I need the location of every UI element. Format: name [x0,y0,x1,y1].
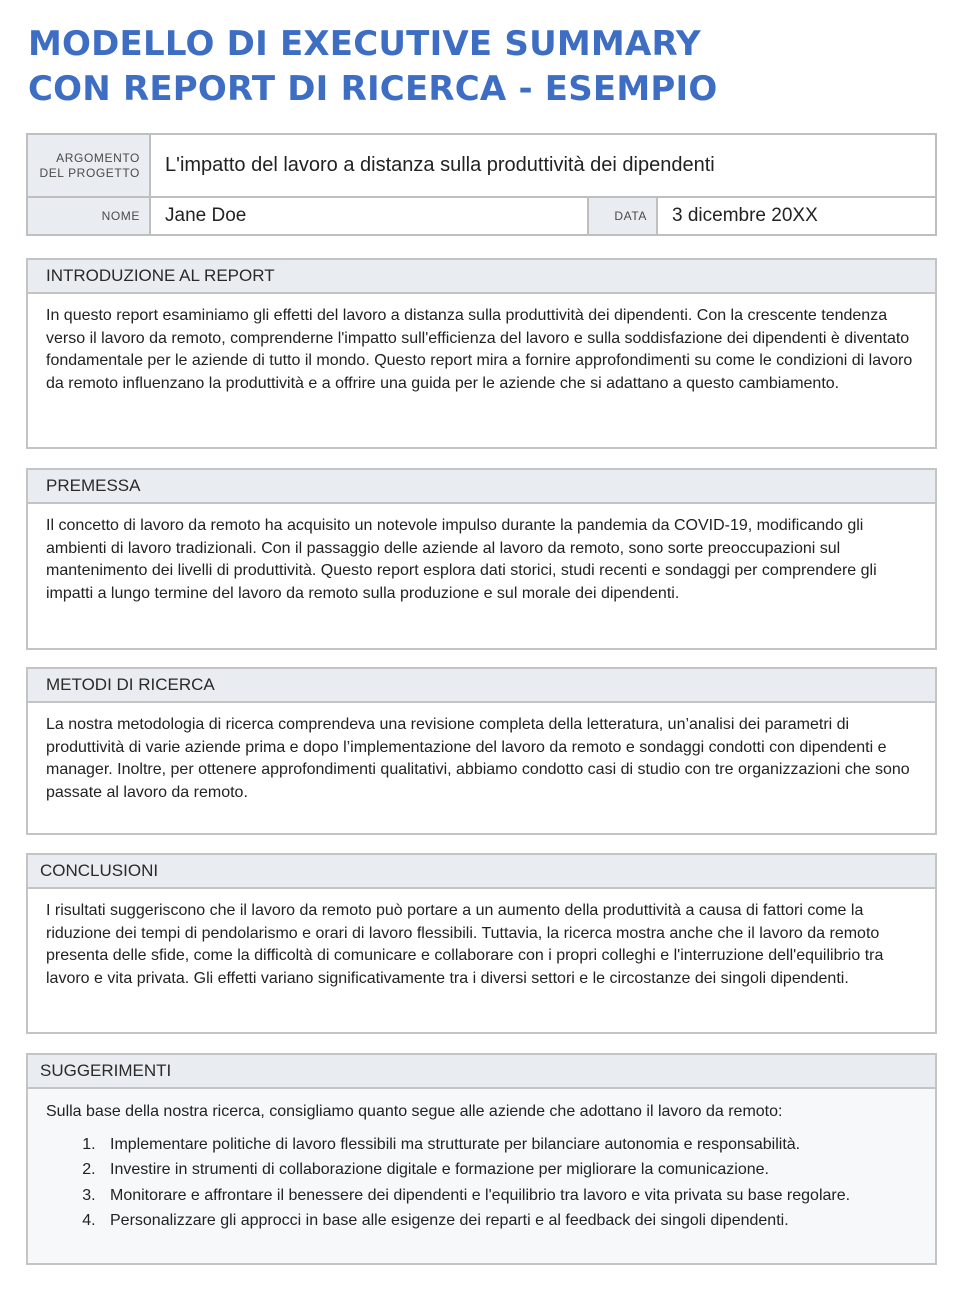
topic-value: L'impatto del lavoro a distanza sulla produttività dei dipendenti [165,154,715,176]
section-premise [26,468,937,650]
section-introduction [26,258,937,449]
name-value: Jane Doe [165,205,247,226]
section-text: In questo report esaminiamo gli effetti del lavoro a distanza sulla produttività dei dipendenti. Con la crescente tendenza verso il lavoro da remoto, comprenderne l'impatto sull'efficienza del lavoro e sulla soddisfazione dei dipendenti è diventato fondamentale per le aziende di tutto il mondo. Questo report mira a fornire approfondimenti su come le condizioni di lavoro da remoto influenzano la produttività e a offrire una guida per le aziende che si adattano a questo cambiamento. [46,307,913,392]
section-research-methods [26,667,937,835]
list-item: 3. Monitorare e affrontare il benessere dei dipendenti e l'equilibrio tra lavoro e vita privata su base regolare. [100,1183,917,1209]
list-item: 2. Investire in strumenti di collaborazione digitale e formazione per migliorare la comunicazione. [100,1157,917,1183]
name-label: NOME [28,198,149,234]
suggestions-intro: Sulla base della nostra ricerca, consigliamo quanto segue alle aziende che adottano il lavoro da remoto: [46,1103,783,1120]
section-text: Il concetto di lavoro da remoto ha acquisito un notevole impulso durante la pandemia da COVID-19, modificando gli ambienti di lavoro tradizionali. Con il passaggio delle aziende al lavoro da remoto, sono sorte preoccupazioni sul mantenimento dei livelli di produttività. Questo report esplora dati storici, studi recenti e sondaggi per comprendere gli impatti a lungo termine del lavoro da remoto sulla produzione e sul morale dei dipendenti. [46,517,877,602]
section-text: I risultati suggeriscono che il lavoro da remoto può portare a un aumento della produttività a causa di fattori come la riduzione dei tempi di pendolarismo e orari di lavoro flessibili. Tuttavia, la ricerca mostra anche che il lavoro da remoto presenta delle sfide, come la difficoltà di comunicare e collaborare con i propri colleghi e l'interruzione dell'equilibrio tra lavoro e vita privata. Gli effetti variano significativamente tra i diversi settori e le circostanze dei singoli dipendenti. [46,902,884,987]
section-suggestions [26,1053,937,1265]
title-line-2: CON REPORT DI RICERCA - ESEMPIO [28,69,718,109]
project-info-table [26,133,937,236]
topic-label: ARGOMENTO DEL PROGETTO [28,135,149,196]
list-item: 1. Implementare politiche di lavoro flessibili ma strutturate per bilanciare autonomia e responsabilità. [100,1132,917,1158]
section-heading: SUGGERIMENTI [28,1055,935,1089]
page-title [28,22,717,112]
section-text: La nostra metodologia di ricerca comprendeva una revisione completa della letteratura, un’analisi dei parametri di produttività di varie aziende prima e dopo l’implementazione del lavoro da remoto e sondaggi condotti con dipendenti e manager. Inoltre, per ottenere approfondimenti qualitativi, abbiamo condotto casi di studio con tre organizzazioni che sono passate al lavoro da remoto. [46,716,910,801]
section-heading: CONCLUSIONI [28,855,935,889]
date-value: 3 dicembre 20XX [672,205,818,226]
section-heading: INTRODUZIONE AL REPORT [28,260,935,294]
title-line-1: MODELLO DI EXECUTIVE SUMMARY [28,24,701,64]
section-heading: METODI DI RICERCA [28,669,935,703]
section-heading: PREMESSA [28,470,935,504]
date-label: DATA [589,198,656,234]
list-item: 4. Personalizzare gli approcci in base alle esigenze dei reparti e al feedback dei singoli dipendenti. [100,1208,917,1234]
section-conclusions [26,853,937,1034]
suggestions-list [46,1132,917,1234]
